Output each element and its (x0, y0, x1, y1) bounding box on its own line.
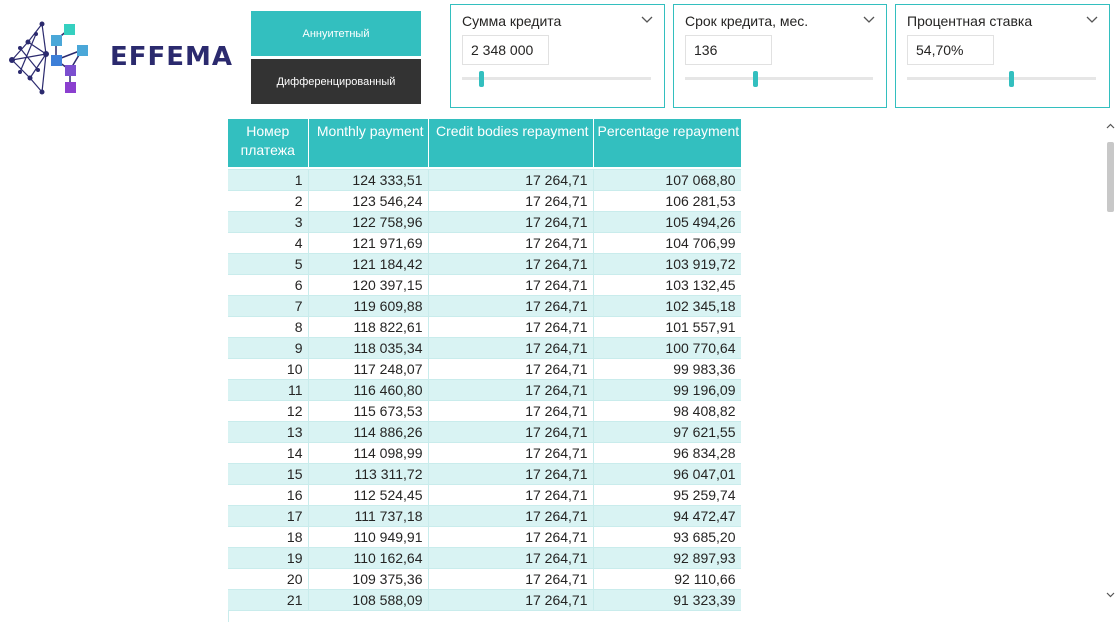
cell-percentage-repayment: 93 685,20 (593, 527, 741, 548)
cell-monthly-payment: 120 397,15 (308, 275, 428, 296)
cell-percentage-repayment: 96 047,01 (593, 464, 741, 485)
chevron-down-icon[interactable] (640, 13, 654, 27)
cell-payment-number: 5 (228, 254, 308, 275)
slider-track[interactable] (462, 77, 651, 80)
differentiated-button[interactable]: Дифференцированный (251, 59, 421, 104)
slicer-loan-amount (450, 4, 665, 108)
cell-monthly-payment: 119 609,88 (308, 296, 428, 317)
column-header-monthly-payment[interactable]: Monthly payment (308, 119, 428, 167)
cell-percentage-repayment: 101 557,91 (593, 317, 741, 338)
cell-monthly-payment: 109 375,36 (308, 569, 428, 590)
cell-credit-bodies-repayment: 17 264,71 (428, 338, 593, 359)
scroll-down-icon[interactable] (1106, 590, 1115, 599)
table-row[interactable] (228, 170, 741, 191)
cell-monthly-payment: 110 162,64 (308, 548, 428, 569)
cell-percentage-repayment: 91 323,39 (593, 590, 741, 611)
annuity-button[interactable]: Аннуитетный (251, 11, 421, 56)
cell-credit-bodies-repayment: 17 264,71 (428, 191, 593, 212)
slider-thumb[interactable] (479, 71, 484, 87)
cell-monthly-payment: 122 758,96 (308, 212, 428, 233)
cell-payment-number: 3 (228, 212, 308, 233)
cell-percentage-repayment: 96 834,28 (593, 443, 741, 464)
table-row[interactable] (228, 548, 741, 569)
table-row[interactable] (228, 569, 741, 590)
cell-percentage-repayment: 102 345,18 (593, 296, 741, 317)
cell-credit-bodies-repayment: 17 264,71 (428, 485, 593, 506)
cell-monthly-payment: 115 673,53 (308, 401, 428, 422)
cell-payment-number: 13 (228, 422, 308, 443)
loan-term-input[interactable]: 136 (685, 35, 772, 65)
effema-logo (8, 20, 234, 98)
cell-payment-number: 20 (228, 569, 308, 590)
cell-monthly-payment: 121 184,42 (308, 254, 428, 275)
effema-logo-icon (8, 20, 108, 98)
chevron-down-icon[interactable] (1085, 13, 1099, 27)
cell-credit-bodies-repayment: 17 264,71 (428, 359, 593, 380)
cell-payment-number: 18 (228, 527, 308, 548)
cell-payment-number: 14 (228, 443, 308, 464)
slider-thumb[interactable] (1009, 71, 1014, 87)
cell-credit-bodies-repayment: 17 264,71 (428, 569, 593, 590)
cell-credit-bodies-repayment: 17 264,71 (428, 527, 593, 548)
cell-percentage-repayment: 95 259,74 (593, 485, 741, 506)
cell-percentage-repayment: 94 472,47 (593, 506, 741, 527)
table-row[interactable] (228, 233, 741, 254)
table-row[interactable] (228, 443, 741, 464)
cell-monthly-payment: 114 886,26 (308, 422, 428, 443)
table-row[interactable] (228, 380, 741, 401)
table-row[interactable] (228, 464, 741, 485)
cell-credit-bodies-repayment: 17 264,71 (428, 380, 593, 401)
cell-monthly-payment: 116 460,80 (308, 380, 428, 401)
cell-payment-number: 2 (228, 191, 308, 212)
cell-credit-bodies-repayment: 17 264,71 (428, 317, 593, 338)
cell-payment-number: 7 (228, 296, 308, 317)
cell-credit-bodies-repayment: 17 264,71 (428, 590, 593, 611)
cell-monthly-payment: 124 333,51 (308, 170, 428, 191)
cell-credit-bodies-repayment: 17 264,71 (428, 506, 593, 527)
cell-credit-bodies-repayment: 17 264,71 (428, 212, 593, 233)
logo-text: EFFEMA (110, 42, 234, 72)
column-header-credit-bodies-repayment[interactable]: Credit bodies repayment (428, 119, 593, 167)
cell-payment-number: 11 (228, 380, 308, 401)
cell-payment-number: 16 (228, 485, 308, 506)
cell-percentage-repayment: 98 408,82 (593, 401, 741, 422)
payment-schedule-table (228, 119, 741, 622)
scroll-up-icon[interactable] (1106, 122, 1115, 131)
column-header-percentage-repayment[interactable]: Percentage repayment (593, 119, 741, 167)
cell-credit-bodies-repayment: 17 264,71 (428, 233, 593, 254)
table-row[interactable] (228, 590, 741, 611)
table-row[interactable] (228, 317, 741, 338)
table-row[interactable] (228, 527, 741, 548)
cell-payment-number: 1 (228, 170, 308, 191)
column-header-payment-number[interactable]: Номер платежа (228, 119, 308, 167)
cell-payment-number: 10 (228, 359, 308, 380)
cell-credit-bodies-repayment: 17 264,71 (428, 443, 593, 464)
table-row[interactable] (228, 359, 741, 380)
cell-payment-number: 19 (228, 548, 308, 569)
cell-credit-bodies-repayment: 17 264,71 (428, 422, 593, 443)
slider-thumb[interactable] (753, 71, 758, 87)
vertical-scrollbar[interactable] (1104, 118, 1117, 608)
cell-percentage-repayment: 92 897,93 (593, 548, 741, 569)
cell-payment-number: 12 (228, 401, 308, 422)
chevron-down-icon[interactable] (862, 13, 876, 27)
cell-monthly-payment: 112 524,45 (308, 485, 428, 506)
cell-monthly-payment: 123 546,24 (308, 191, 428, 212)
slider-track[interactable] (685, 77, 873, 80)
cell-payment-number: 15 (228, 464, 308, 485)
scroll-thumb[interactable] (1107, 142, 1114, 212)
table-row[interactable] (228, 296, 741, 317)
cell-credit-bodies-repayment: 17 264,71 (428, 254, 593, 275)
cell-percentage-repayment: 99 983,36 (593, 359, 741, 380)
cell-monthly-payment: 114 098,99 (308, 443, 428, 464)
cell-payment-number: 17 (228, 506, 308, 527)
cell-percentage-repayment: 103 132,45 (593, 275, 741, 296)
cell-payment-number: 21 (228, 590, 308, 611)
loan-amount-input[interactable]: 2 348 000 (462, 35, 549, 65)
cell-percentage-repayment: 107 068,80 (593, 170, 741, 191)
cell-monthly-payment: 118 822,61 (308, 317, 428, 338)
table-row[interactable] (228, 191, 741, 212)
cell-payment-number: 9 (228, 338, 308, 359)
cell-credit-bodies-repayment: 17 264,71 (428, 464, 593, 485)
cell-percentage-repayment: 97 621,55 (593, 422, 741, 443)
cell-percentage-repayment: 99 196,09 (593, 380, 741, 401)
slicer-title: Срок кредита, мес. (685, 13, 809, 29)
cell-monthly-payment: 108 588,09 (308, 590, 428, 611)
cell-credit-bodies-repayment: 17 264,71 (428, 401, 593, 422)
cell-payment-number: 8 (228, 317, 308, 338)
table-row[interactable] (228, 338, 741, 359)
cell-credit-bodies-repayment: 17 264,71 (428, 170, 593, 191)
cell-monthly-payment: 117 248,07 (308, 359, 428, 380)
cell-monthly-payment: 113 311,72 (308, 464, 428, 485)
cell-percentage-repayment: 100 770,64 (593, 338, 741, 359)
slicer-title: Сумма кредита (462, 13, 562, 29)
cell-payment-number: 6 (228, 275, 308, 296)
cell-payment-number: 4 (228, 233, 308, 254)
table-row[interactable] (228, 212, 741, 233)
table-row[interactable] (228, 401, 741, 422)
cell-percentage-repayment: 106 281,53 (593, 191, 741, 212)
cell-credit-bodies-repayment: 17 264,71 (428, 275, 593, 296)
cell-monthly-payment: 110 949,91 (308, 527, 428, 548)
table-row[interactable] (228, 506, 741, 527)
table-row[interactable] (228, 485, 741, 506)
table-row[interactable] (228, 275, 741, 296)
cell-monthly-payment: 111 737,18 (308, 506, 428, 527)
cell-percentage-repayment: 92 110,66 (593, 569, 741, 590)
table-row[interactable] (228, 254, 741, 275)
slicer-loan-term (673, 4, 887, 108)
table-row[interactable] (228, 422, 741, 443)
interest-rate-input[interactable]: 54,70% (907, 35, 994, 65)
cell-monthly-payment: 121 971,69 (308, 233, 428, 254)
cell-credit-bodies-repayment: 17 264,71 (428, 296, 593, 317)
cell-percentage-repayment: 103 919,72 (593, 254, 741, 275)
cell-percentage-repayment: 105 494,26 (593, 212, 741, 233)
slicer-title: Процентная ставка (907, 13, 1033, 29)
cell-monthly-payment: 118 035,34 (308, 338, 428, 359)
slicer-interest-rate (895, 4, 1110, 108)
cell-credit-bodies-repayment: 17 264,71 (428, 548, 593, 569)
cell-percentage-repayment: 104 706,99 (593, 233, 741, 254)
slider-track[interactable] (907, 77, 1096, 80)
